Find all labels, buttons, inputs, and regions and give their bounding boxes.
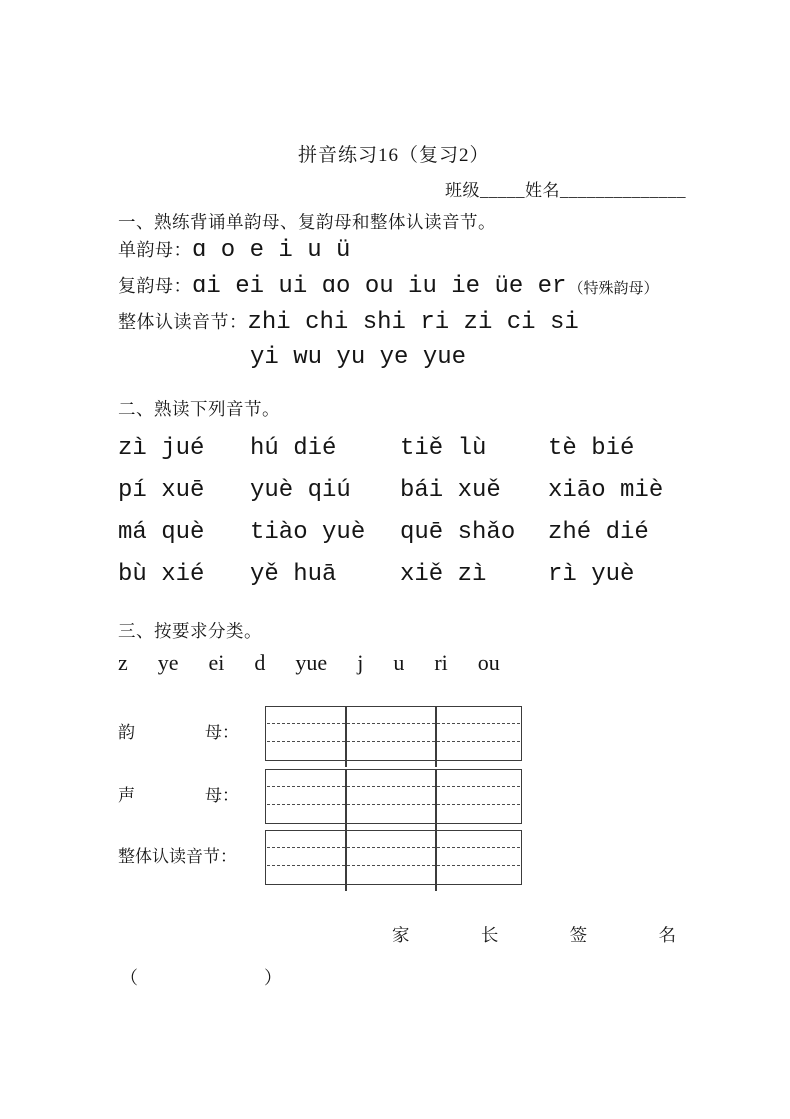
label-part: 母：	[205, 723, 239, 742]
syllable-cell: má què	[118, 519, 205, 546]
writing-grid	[265, 769, 522, 824]
signature-parentheses	[120, 964, 282, 990]
label-part: 声	[118, 786, 135, 805]
classify-item: z	[118, 650, 128, 675]
finals-answer-row	[118, 706, 522, 761]
syllable-cell: zì jué	[118, 435, 205, 462]
worksheet-title: 拼音练习16（复习2）	[298, 145, 490, 166]
sign-char: 长	[480, 925, 499, 945]
writing-grid	[265, 830, 522, 885]
whole-syllables-row-label	[118, 842, 239, 867]
sign-char: 签	[569, 925, 588, 945]
classify-item: ou	[477, 650, 500, 675]
section2-heading: 二、熟读下列音节。	[118, 399, 280, 419]
syllable-cell: xiāo miè	[548, 477, 664, 504]
grid-divider	[435, 770, 437, 830]
sign-char: 家	[392, 925, 410, 945]
grid-dashed-line	[267, 804, 520, 805]
initials-row-label	[118, 781, 239, 806]
grid-dashed-line	[267, 786, 520, 787]
syllable-cell: tiě lù	[400, 435, 487, 462]
syllable-cell: tè bié	[548, 435, 635, 462]
syllable-cell: rì yuè	[548, 561, 635, 588]
compound-finals-row	[118, 272, 658, 302]
grid-dashed-line	[267, 865, 520, 866]
classify-items-row	[118, 650, 500, 676]
grid-divider	[345, 707, 347, 767]
syllable-cell: quē shǎo	[400, 519, 516, 546]
syllable-cell: yuè qiú	[250, 477, 351, 504]
syllable-cell: zhé dié	[548, 519, 649, 546]
whole-syllables-label: 整体认读音节：	[118, 312, 248, 332]
syllable-cell: yě huā	[250, 561, 337, 588]
compound-finals-label: 复韵母：	[118, 276, 192, 296]
initials-answer-row	[118, 769, 522, 824]
simple-finals-label: 单韵母：	[118, 240, 192, 260]
parent-signature-label	[392, 922, 676, 947]
syllable-cell: xiě zì	[400, 561, 487, 588]
syllable-table	[118, 428, 683, 596]
grid-dashed-line	[267, 741, 520, 742]
syllable-cell: tiào yuè	[250, 519, 366, 546]
simple-finals-row	[118, 236, 350, 266]
section3-heading: 三、按要求分类。	[118, 621, 262, 641]
whole-syllables-row	[118, 308, 579, 338]
label-part: 母：	[205, 786, 239, 805]
grid-divider	[345, 770, 347, 830]
whole-syllables-line1: zhi chi shi ri zi ci si	[247, 309, 579, 336]
classify-item: yue	[295, 650, 328, 675]
open-paren: （	[120, 968, 138, 988]
simple-finals-pinyin: ɑ o e i u ü	[192, 237, 351, 264]
syllable-cell: bái xuě	[400, 477, 501, 504]
whole-syllables-row2	[250, 343, 466, 373]
classify-item: ye	[157, 650, 179, 675]
grid-divider	[345, 831, 347, 891]
grid-dashed-line	[267, 847, 520, 848]
classify-item: ei	[208, 650, 225, 675]
section1-heading: 一、熟练背诵单韵母、复韵母和整体认读音节。	[118, 212, 496, 232]
compound-finals-pinyin: ɑi ei ui ɑo ou iu ie üe er	[192, 273, 567, 300]
writing-grid	[265, 706, 522, 761]
classify-item: d	[254, 650, 266, 675]
classify-item: u	[393, 650, 405, 675]
syllable-cell: hú dié	[250, 435, 337, 462]
finals-row-label	[118, 718, 239, 743]
classify-item: ri	[434, 650, 448, 675]
whole-syllables-line2: yi wu yu ye yue	[250, 344, 467, 371]
grid-divider	[435, 707, 437, 767]
label-part: 整体认读音节：	[118, 847, 237, 866]
close-paren: ）	[264, 968, 282, 988]
syllable-cell: pí xuē	[118, 477, 205, 504]
class-name-fill-line: 班级_____姓名______________	[445, 181, 686, 200]
sign-char: 名	[658, 925, 676, 945]
syllable-cell: bù xié	[118, 561, 205, 588]
grid-divider	[435, 831, 437, 891]
special-final-note: （特殊韵母）	[568, 280, 659, 297]
grid-dashed-line	[267, 723, 520, 724]
label-part: 韵	[118, 723, 135, 742]
whole-syllables-answer-row	[118, 830, 522, 885]
classify-item: j	[357, 650, 364, 675]
